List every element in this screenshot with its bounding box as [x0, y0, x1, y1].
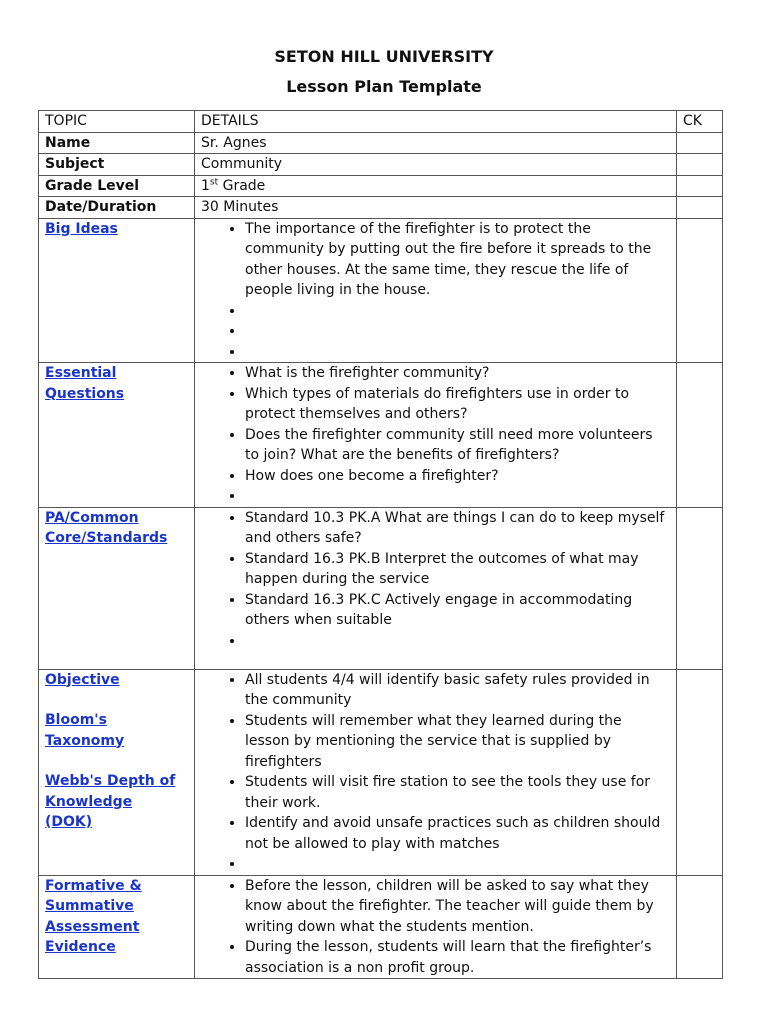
grade-number: 1 — [201, 177, 210, 194]
row-standards — [39, 507, 723, 669]
blooms-line-1: Bloom's — [45, 712, 107, 728]
list-item: • Identify and avoid unsafe practices such as children should not be allowed to play with matches — [245, 813, 670, 854]
assessment-list — [201, 876, 670, 979]
row-grade-level — [39, 175, 723, 197]
name-value: Sr. Agnes — [195, 132, 677, 154]
assessment-details — [195, 875, 677, 979]
webbs-dok-link[interactable] — [45, 771, 188, 833]
list-item: • All students 4/4 will identify basic safety rules provided in the community — [245, 670, 670, 711]
empty-bullet — [245, 321, 670, 342]
list-item: • During the lesson, students will learn that the firefighter’s association is a non profit group. — [245, 937, 670, 978]
grade-word: Grade — [218, 177, 266, 194]
standards-list — [201, 508, 670, 652]
row-assessment — [39, 875, 723, 979]
grade-level-value — [195, 175, 677, 197]
list-item: • Which types of materials do firefighters use in order to protect themselves and others? — [245, 384, 670, 425]
empty-bullet — [245, 301, 670, 322]
standards-link[interactable] — [45, 508, 188, 549]
empty-bullet — [245, 854, 670, 875]
assessment-evidence-link[interactable] — [45, 876, 188, 958]
objective-details — [195, 669, 677, 875]
name-label: Name — [39, 132, 195, 154]
ck-cell — [677, 875, 723, 979]
ck-cell — [677, 154, 723, 176]
standards-label-line-2: Core/Standards — [45, 530, 168, 546]
essential-questions-details — [195, 363, 677, 508]
duration-label: Date/Duration — [39, 197, 195, 219]
essential-questions-link[interactable] — [45, 363, 188, 404]
duration-value: 30 Minutes — [195, 197, 677, 219]
list-item: • The importance of the firefighter is to protect the community by putting out the fire before it spreads to the other houses. At the same time, they rescue the life of people living in the house. — [245, 219, 670, 301]
list-item: • Standard 16.3 PK.C Actively engage in accommodating others when suitable — [245, 590, 670, 631]
big-ideas-details — [195, 218, 677, 363]
col-details-header: DETAILS — [195, 111, 677, 133]
blooms-taxonomy-link[interactable] — [45, 710, 188, 751]
col-topic-header: TOPIC — [39, 111, 195, 133]
assessment-line-4: Evidence — [45, 939, 116, 955]
list-item: • Does the firefighter community still need more volunteers to join? What are the benefits of firefighters? — [245, 425, 670, 466]
empty-bullet — [245, 631, 670, 652]
grade-ordinal: st — [209, 176, 219, 187]
ck-cell — [677, 197, 723, 219]
row-date-duration — [39, 197, 723, 219]
big-ideas-list — [201, 219, 670, 363]
assessment-line-2: Summative — [45, 898, 134, 914]
objective-link[interactable]: Objective — [45, 671, 120, 688]
spacer — [45, 751, 188, 771]
list-item: • Students will visit fire station to see the tools they use for their work. — [245, 772, 670, 813]
document-title: Lesson Plan Template — [286, 77, 482, 96]
standards-details — [195, 507, 677, 669]
webb-line-2: Knowledge — [45, 793, 133, 810]
list-item: • Before the lesson, children will be asked to say what they know about the firefighter. The teacher will guide them by writing down what the students mention. — [245, 876, 670, 938]
row-subject — [39, 154, 723, 176]
ck-cell — [677, 132, 723, 154]
objective-cell — [39, 669, 195, 875]
row-essential-questions — [39, 363, 723, 508]
empty-bullet — [245, 342, 670, 363]
assessment-line-1: Formative & — [45, 877, 142, 894]
list-item: • What is the firefighter community? — [245, 363, 670, 384]
standards-label-line-1: PA/Common — [45, 509, 139, 526]
subject-value: Community — [195, 154, 677, 176]
list-item: • Students will remember what they learned during the lesson by mentioning the service that is supplied by firefighters — [245, 711, 670, 773]
webb-line-3: (DOK) — [45, 814, 93, 830]
objective-list — [201, 670, 670, 875]
assessment-cell — [39, 875, 195, 979]
university-title: SETON HILL UNIVERSITY — [274, 47, 494, 66]
ck-cell — [677, 669, 723, 875]
list-item: • Standard 10.3 PK.A What are things I can do to keep myself and others safe? — [245, 508, 670, 549]
ck-cell — [677, 218, 723, 363]
empty-bullet — [245, 486, 670, 507]
subject-label: Subject — [39, 154, 195, 176]
col-ck-header: CK — [677, 111, 723, 133]
big-ideas-link[interactable]: Big Ideas — [45, 220, 118, 237]
row-name — [39, 132, 723, 154]
spacer — [45, 690, 188, 710]
big-ideas-cell — [39, 218, 195, 363]
row-objective — [39, 669, 723, 875]
essential-questions-cell — [39, 363, 195, 508]
essential-label-line-2: Questions — [45, 385, 125, 402]
table-header-row — [39, 111, 723, 133]
assessment-line-3: Assessment — [45, 918, 140, 935]
ck-cell — [677, 175, 723, 197]
ck-cell — [677, 363, 723, 508]
webb-line-1: Webb's Depth of — [45, 773, 176, 789]
list-item: • How does one become a firefighter? — [245, 466, 670, 487]
grade-level-label: Grade Level — [39, 175, 195, 197]
lesson-plan-table — [38, 110, 723, 979]
ck-cell — [677, 507, 723, 669]
essential-label-line-1: Essential — [45, 365, 117, 381]
list-item: • Standard 16.3 PK.B Interpret the outcomes of what may happen during the service — [245, 549, 670, 590]
blooms-line-2: Taxonomy — [45, 732, 125, 749]
row-big-ideas — [39, 218, 723, 363]
standards-cell — [39, 507, 195, 669]
essential-questions-list — [201, 363, 670, 507]
